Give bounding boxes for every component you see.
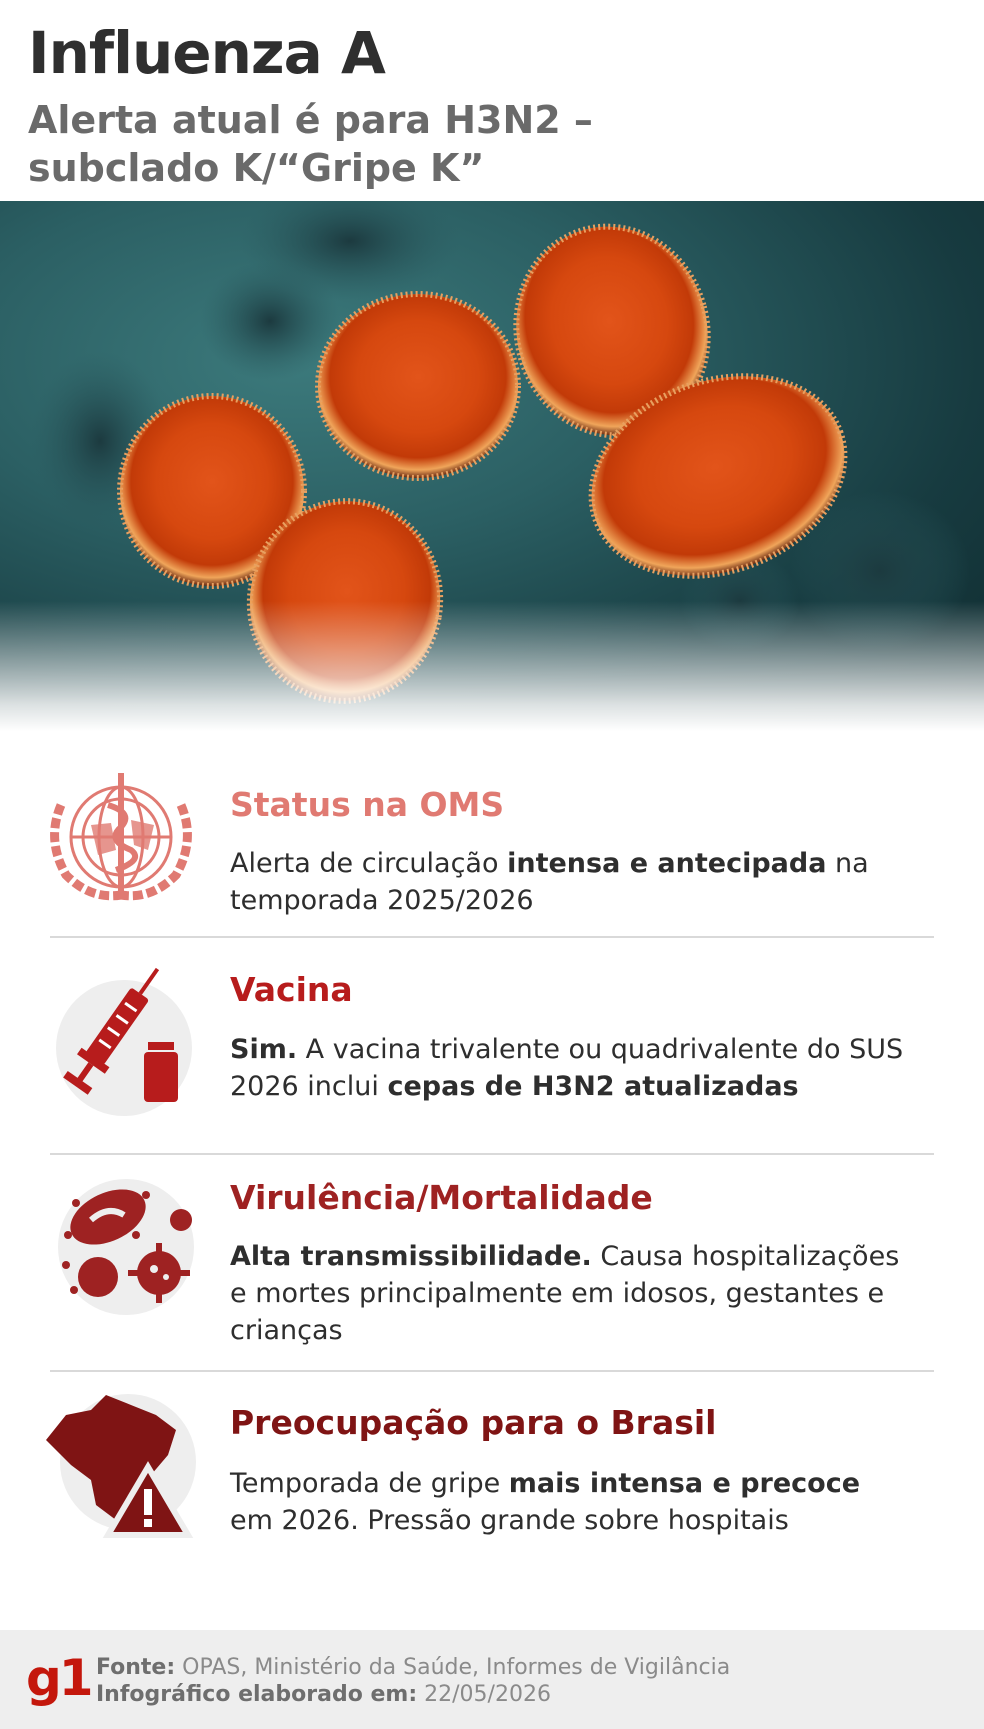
source-line: Fonte: OPAS, Ministério da Saúde, Informes de Vigilância [96, 1655, 731, 1680]
syringe-vaccine-icon [36, 950, 206, 1110]
item-description: Temporada de gripe mais intensa e precoce em 2026. Pressão grande sobre hospitais [230, 1468, 861, 1536]
item-title: Vacina [230, 970, 353, 1009]
item-title: Preocupação para o Brasil [230, 1403, 717, 1442]
footer [0, 1630, 984, 1729]
page-subtitle: Alerta atual é para H3N2 – subclado K/“Gripe K” [28, 98, 593, 190]
source-info [96, 1654, 730, 1708]
date-line: Infográfico elaborado em: 22/05/2026 [96, 1682, 551, 1707]
g1-logo: g1 [26, 1649, 91, 1707]
divider [50, 936, 934, 938]
brazil-map-warning-icon [36, 1385, 206, 1545]
header [28, 18, 958, 192]
item-description: Alerta de circulação intensa e antecipada na temporada 2025/2026 [230, 848, 869, 916]
divider [50, 1370, 934, 1372]
virus-microscopy-image [0, 201, 984, 731]
item-description: Sim. A vacina trivalente ou quadrivalente do SUS 2026 inclui cepas de H3N2 atualizadas [230, 1034, 904, 1102]
item-description: Alta transmissibilidade. Causa hospitalizações e mortes principalmente em idosos, gestantes e crianças [230, 1241, 900, 1346]
item-title: Virulência/Mortalidade [230, 1178, 653, 1217]
who-emblem-icon [36, 765, 206, 925]
page-title: Influenza A [28, 19, 385, 87]
item-title: Status na OMS [230, 785, 505, 824]
divider [50, 1153, 934, 1155]
virus-germs-icon [36, 1165, 206, 1325]
